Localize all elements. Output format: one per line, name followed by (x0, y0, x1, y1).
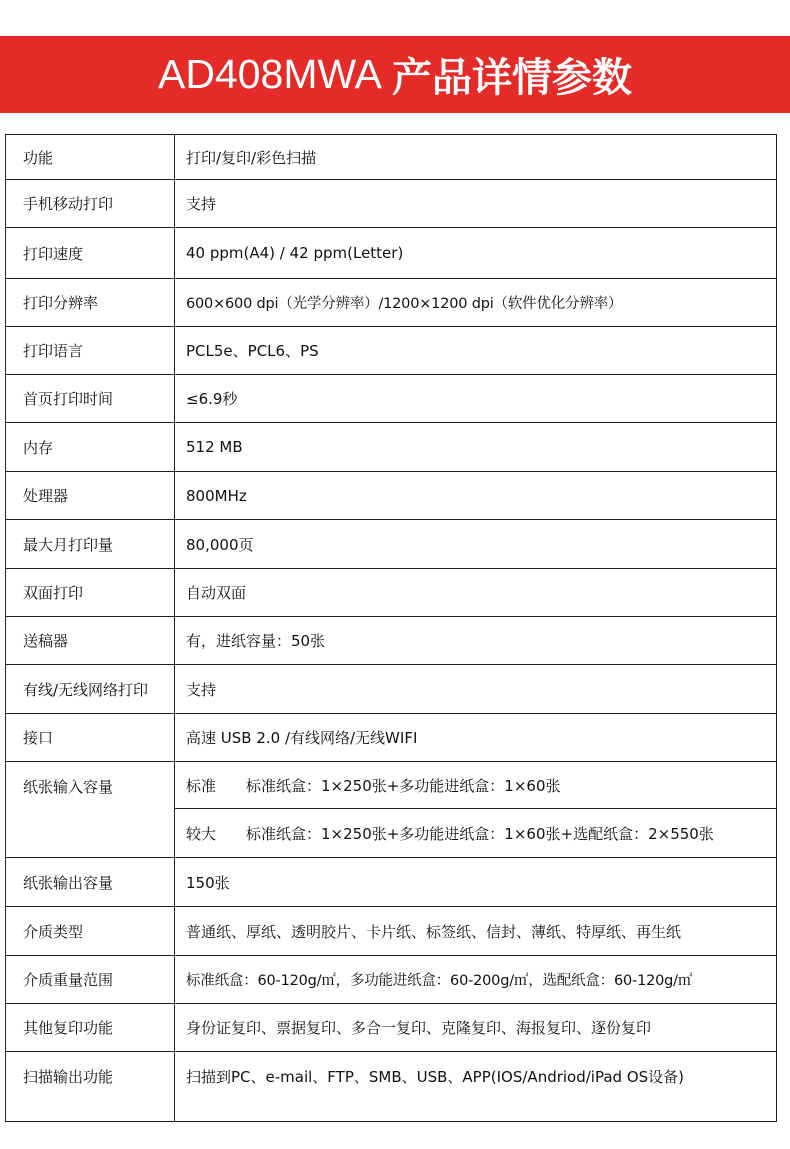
table-row (6, 520, 777, 569)
spec-value: 有，进纸容量：50张 (175, 617, 777, 665)
spec-label: 有线/无线网络打印 (6, 665, 175, 714)
table-row (6, 1052, 777, 1122)
table-row (6, 327, 777, 375)
table-row (6, 665, 777, 714)
spec-label: 纸张输入容量 (6, 762, 175, 858)
spec-value: 支持 (175, 180, 777, 228)
table-row (6, 714, 777, 762)
table-row (6, 423, 777, 472)
spec-label: 其他复印功能 (6, 1004, 175, 1052)
spec-label: 扫描输出功能 (6, 1052, 175, 1122)
spec-label: 打印分辨率 (6, 279, 175, 327)
spec-value: 打印/复印/彩色扫描 (175, 135, 777, 180)
spec-value (175, 762, 777, 809)
sub-value: 标准纸盒：1×250张+多功能进纸盒：1×60张+选配纸盒：2×550张 (246, 824, 714, 843)
sub-label: 标准 (186, 776, 217, 795)
table-row (6, 279, 777, 327)
sub-label: 较大 (186, 824, 217, 843)
spec-label: 打印速度 (6, 228, 175, 279)
model-name: AD408MWA (157, 51, 383, 97)
title-banner (0, 36, 790, 113)
spec-value: 150张 (175, 858, 777, 907)
table-row (6, 1004, 777, 1052)
page-title: 产品详情参数 (392, 55, 633, 101)
spec-table (5, 134, 777, 1122)
spec-value: 高速 USB 2.0 /有线网络/无线WIFI (175, 714, 777, 762)
spec-label: 介质重量范围 (6, 956, 175, 1004)
spec-value: 512 MB (175, 423, 777, 472)
table-row (6, 617, 777, 665)
table-row (6, 135, 777, 180)
spec-value: 600×600 dpi（光学分辨率）/1200×1200 dpi（软件优化分辨率） (175, 279, 777, 327)
table-row (6, 228, 777, 279)
table-row (6, 180, 777, 228)
spec-value: 80,000页 (175, 520, 777, 569)
table-row (6, 569, 777, 617)
spec-value: 普通纸、厚纸、透明胶片、卡片纸、标签纸、信封、薄纸、特厚纸、再生纸 (175, 907, 777, 956)
table-row (6, 472, 777, 520)
spec-label: 功能 (6, 135, 175, 180)
spec-value: PCL5e、PCL6、PS (175, 327, 777, 375)
spec-label: 送稿器 (6, 617, 175, 665)
spec-value: 800MHz (175, 472, 777, 520)
table-row (6, 907, 777, 956)
table-row (6, 375, 777, 423)
table-row (6, 762, 777, 809)
spec-label: 手机移动打印 (6, 180, 175, 228)
spec-label: 打印语言 (6, 327, 175, 375)
spec-value: ≤6.9秒 (175, 375, 777, 423)
table-row (6, 956, 777, 1004)
spec-value: 标准纸盒：60-120g/㎡，多功能进纸盒：60-200g/㎡，选配纸盒：60-120g/㎡ (175, 956, 777, 1004)
spec-label: 介质类型 (6, 907, 175, 956)
spec-value: 身份证复印、票据复印、多合一复印、克隆复印、海报复印、逐份复印 (175, 1004, 777, 1052)
spec-value: 扫描到PC、e-mail、FTP、SMB、USB、APP(IOS/Andriod/iPad OS设备) (175, 1052, 777, 1122)
spec-label: 首页打印时间 (6, 375, 175, 423)
spec-value: 支持 (175, 665, 777, 714)
spec-value (175, 809, 777, 858)
spec-label: 双面打印 (6, 569, 175, 617)
spec-value: 40 ppm(A4) / 42 ppm(Letter) (175, 228, 777, 279)
spec-label: 最大月打印量 (6, 520, 175, 569)
sub-value: 标准纸盒：1×250张+多功能进纸盒：1×60张 (246, 776, 561, 795)
spec-label: 内存 (6, 423, 175, 472)
spec-label: 处理器 (6, 472, 175, 520)
spec-label: 接口 (6, 714, 175, 762)
table-row (6, 858, 777, 907)
spec-label: 纸张输出容量 (6, 858, 175, 907)
spec-value: 自动双面 (175, 569, 777, 617)
